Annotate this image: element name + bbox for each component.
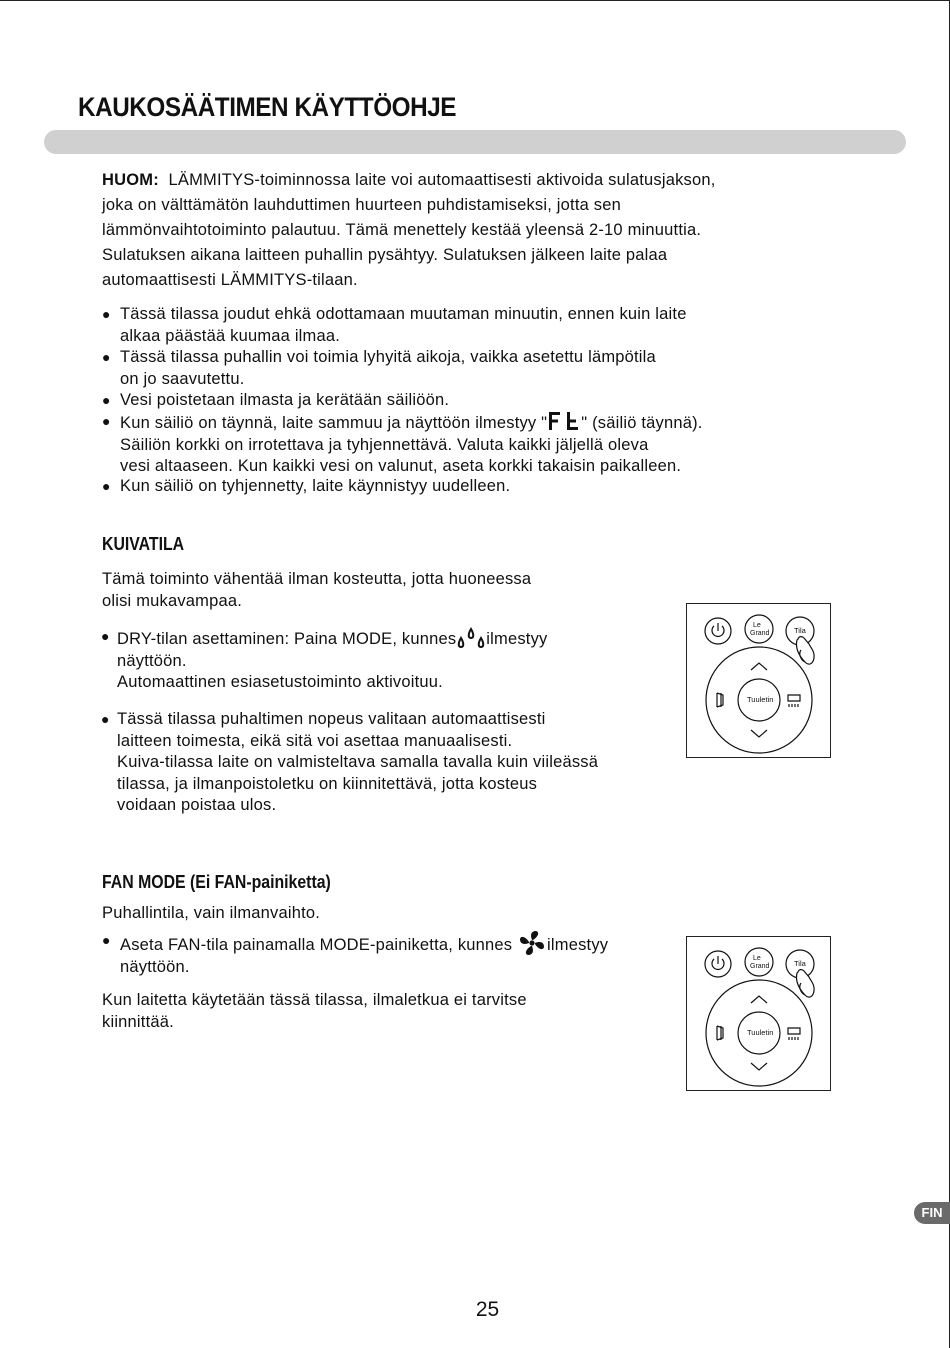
list-item-line: Kun säiliö on täynnä, laite sammuu ja näyttöön ilmestyy " " (säiliö täynnä). bbox=[120, 411, 703, 435]
fan-intro: Puhallintila, vain ilmanvaihto. bbox=[102, 904, 321, 922]
dry-intro-line: olisi mukavampaa. bbox=[102, 592, 243, 610]
fan-icon bbox=[517, 930, 547, 956]
list-item-line: alkaa päästää kuumaa ilmaa. bbox=[120, 326, 341, 345]
fan-outro-line: Kun laitetta käytetään tässä tilassa, ilmaletkua ei tarvitse bbox=[102, 991, 527, 1009]
legrand-button bbox=[745, 615, 773, 643]
list-item-line: Automaattinen esiasetustoiminto aktivoituu. bbox=[117, 673, 443, 692]
legrand-label: Le bbox=[753, 622, 761, 629]
dry-intro bbox=[102, 568, 531, 612]
remote-control-drawing bbox=[687, 604, 830, 757]
legrand-label: Le bbox=[753, 955, 761, 962]
note-line: automaattisesti LÄMMITYS-tilaan. bbox=[102, 271, 358, 289]
page-number: 25 bbox=[475, 1298, 500, 1321]
bullet-icon: ● bbox=[102, 932, 111, 948]
tuuletin-label: Tuuletin bbox=[747, 1028, 774, 1037]
list-item-line: tilassa, ja ilmanpoistoletku on kiinnitettävä, jotta kosteus bbox=[117, 774, 538, 793]
bullet-icon: ● bbox=[102, 349, 111, 365]
list-item bbox=[101, 626, 548, 694]
bullet-icon: ● bbox=[102, 306, 111, 322]
language-tab: FIN bbox=[914, 1202, 950, 1224]
page-title: KAUKOSÄÄTIMEN KÄYTTÖOHJE bbox=[78, 92, 457, 122]
list-item-line: Tässä tilassa puhallin voi toimia lyhyitä aikoja, vaikka asetettu lämpötila bbox=[120, 348, 656, 366]
legrand-button bbox=[745, 948, 773, 976]
fan-outro bbox=[102, 989, 527, 1033]
legrand-label: Grand bbox=[750, 963, 770, 970]
bullet-icon: ● bbox=[101, 628, 110, 644]
fan-outro-line: kiinnittää. bbox=[102, 1013, 174, 1031]
bullet-icon: ● bbox=[102, 413, 111, 429]
list-item-line: laitteen toimesta, eikä sitä voi asettaa manuaalisesti. bbox=[117, 731, 513, 750]
list-item bbox=[102, 930, 609, 978]
remote-illustration-dry bbox=[686, 603, 831, 758]
list-item-line: näyttöön. bbox=[117, 651, 187, 670]
note-line: lämmönvaihtotoiminto palautuu. Tämä menettely kestää yleensä 2-10 minuuttia. bbox=[102, 221, 702, 239]
list-item-line: Tässä tilassa joudut ehkä odottamaan muutaman minuutin, ennen kuin laite bbox=[120, 305, 687, 323]
page-border-top bbox=[0, 0, 950, 1]
list-item-line: vesi altaaseen. Kun kaikki vesi on valunut, aseta korkki takaisin paikalleen. bbox=[120, 457, 682, 476]
remote-illustration-fan bbox=[686, 936, 831, 1091]
section-heading-dry: KUIVATILA bbox=[102, 534, 185, 554]
legrand-label: Grand bbox=[750, 630, 770, 637]
list-item-line: näyttöön. bbox=[120, 957, 190, 976]
list-item bbox=[102, 390, 450, 412]
list-item-line: Säiliön korkki on irrotettava ja tyhjennettävä. Valuta kaikki jäljellä oleva bbox=[120, 435, 649, 454]
remote-control-drawing bbox=[687, 937, 830, 1090]
list-item-line: Tässä tilassa puhaltimen nopeus valitaan automaattisesti bbox=[117, 710, 546, 728]
note-line: Sulatuksen aikana laitteen puhallin pysähtyy. Sulatuksen jälkeen laite palaa bbox=[102, 246, 668, 264]
tila-label: Tila bbox=[794, 959, 806, 968]
note-paragraph bbox=[102, 168, 716, 293]
bullet-icon: ● bbox=[102, 392, 111, 408]
list-item-line: Vesi poistetaan ilmasta ja kerätään säiliöön. bbox=[120, 391, 450, 409]
list-item-line: on jo saavutettu. bbox=[120, 369, 245, 388]
list-item bbox=[102, 304, 687, 347]
water-drops-icon bbox=[456, 626, 486, 650]
list-item-line: Kuiva-tilassa laite on valmisteltava samalla tavalla kuin viileässä bbox=[117, 753, 599, 772]
tank-full-display-code bbox=[547, 411, 581, 431]
bullet-icon: ● bbox=[102, 478, 111, 494]
title-underline-bar bbox=[44, 130, 906, 154]
list-item-line: Kun säiliö on tyhjennetty, laite käynnistyy uudelleen. bbox=[120, 477, 511, 495]
list-item bbox=[102, 411, 703, 478]
section-heading-fan: FAN MODE (Ei FAN-painiketta) bbox=[102, 872, 331, 892]
list-item bbox=[101, 709, 599, 817]
list-item bbox=[102, 347, 656, 390]
bullet-icon: ● bbox=[101, 711, 110, 727]
list-item-line: Aseta FAN-tila painamalla MODE-painiketta, kunnes ilmestyy bbox=[120, 930, 608, 957]
note-line: joka on välttämätön lauhduttimen huurteen puhdistamiseksi, jotta sen bbox=[102, 196, 621, 214]
dry-intro-line: Tämä toiminto vähentää ilman kosteutta, jotta huoneessa bbox=[102, 570, 532, 588]
list-item-line: DRY-tilan asettaminen: Paina MODE, kunnes ilmestyy bbox=[117, 626, 547, 651]
note-label: HUOM: bbox=[102, 171, 159, 189]
list-item bbox=[102, 476, 511, 498]
list-item-line: voidaan poistaa ulos. bbox=[117, 796, 277, 815]
note-line: LÄMMITYS-toiminnossa laite voi automaattisesti aktivoida sulatusjakson, bbox=[168, 171, 716, 189]
tila-label: Tila bbox=[794, 626, 806, 635]
tuuletin-label: Tuuletin bbox=[747, 695, 774, 704]
